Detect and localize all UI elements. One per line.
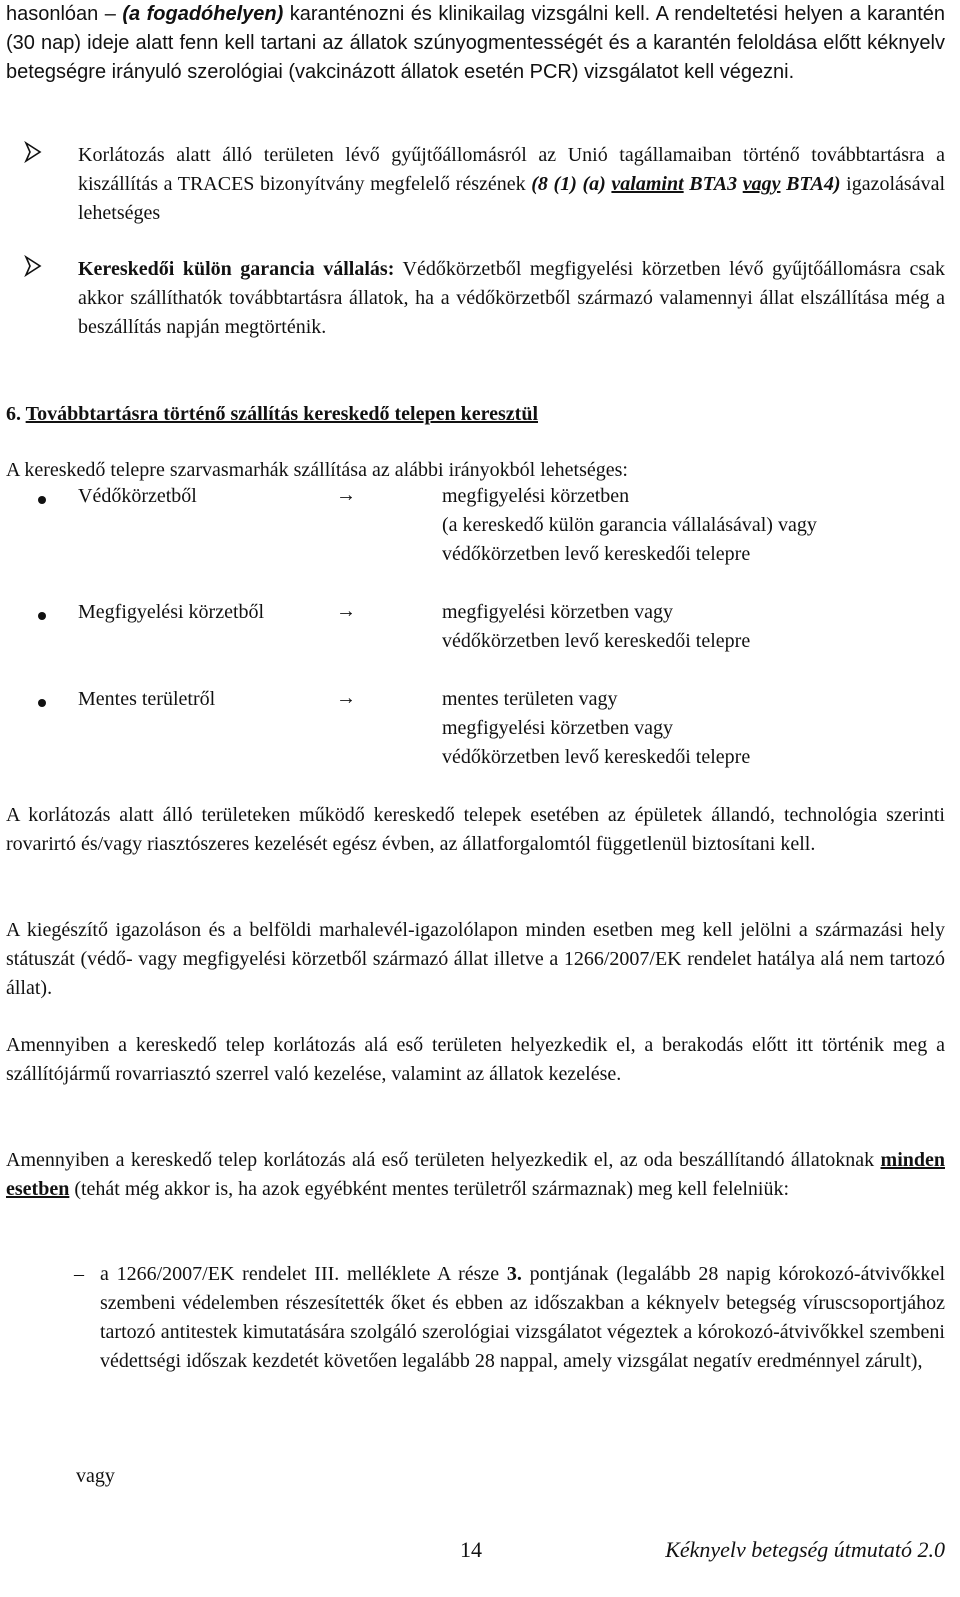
paragraph-insect-control (6, 801, 945, 859)
bullet1-emphasis-1: (8 (1) (a) (531, 173, 606, 195)
route-to-line: védőkörzetben levő kereskedői telepre (442, 746, 751, 768)
route-to-line: (a kereskedő külön garancia vállalásával) vagy (442, 514, 817, 536)
bullet2-bold-label: Kereskedői külön garancia vállalás: (78, 258, 395, 280)
route-to-line: védőkörzetben levő kereskedői telepre (442, 543, 751, 565)
bullet1-emphasis-2: valamint (611, 173, 684, 195)
route-from: Védőkörzetből (78, 485, 197, 507)
bullet-dot-icon (38, 496, 46, 504)
route-continuation (6, 630, 945, 659)
bullet1-emphasis-5: BTA4) (780, 173, 841, 195)
intro-rest: helyen a karantén (30 nap) ideje alatt fenn kell tartani az állatok szúnyogmentességét és a karantén feloldása előtt kéknyelv betegségre irányuló szerológiai (vakcinázott állatok esetén PCR) vizsgálatot kell végezni. (6, 3, 945, 83)
route-continuation (6, 514, 945, 543)
dash-item-text-pre: a 1266/2007/EK rendelet III. melléklete A része (100, 1263, 507, 1285)
bullet1-emphasis-4: vagy (742, 173, 781, 195)
right-arrow-icon: → (336, 600, 356, 622)
route-to-line: mentes területen vagy (442, 688, 618, 710)
paragraph-text-pre: Amennyiben a kereskedő telep korlátozás alá eső területen helyezkedik el, az oda beszállítandó állatoknak (6, 1149, 881, 1171)
route-continuation (6, 717, 945, 746)
routes-intro (6, 456, 945, 485)
bullet1-text-pre: Korlátozás alatt álló területen lévő gyűjtőállomásról az Unió tagállamaiban történő továbbtartásra a kiszállítás a TRACES bizonyítvány megfelelő részének (78, 144, 945, 195)
right-arrow-icon: → (336, 687, 356, 709)
page-number: 14 (460, 1537, 482, 1562)
route-to-line: megfigyelési körzetben (442, 485, 630, 507)
route-from: Mentes területről (78, 688, 216, 710)
arrowhead-bullet-icon (24, 255, 42, 277)
or-label (76, 1462, 945, 1491)
paragraph-requirements (6, 1146, 945, 1204)
paragraph-emphasis: minden esetben (6, 1149, 945, 1200)
section-number: 6. (6, 403, 21, 425)
paragraph-text-post: (tehát még akkor is, ha azok egyébként mentes területről származnak) meg kell felelniük: (69, 1178, 790, 1200)
section-heading (6, 400, 945, 429)
intro-line1-post: karanténozni és klinikailag vizsgálni kell. A rendeltetési (283, 3, 778, 25)
route-item (6, 485, 945, 514)
paragraph-certificate (6, 916, 945, 1003)
intro-paragraph (6, 0, 945, 87)
routes-intro-text: A kereskedő telepre szarvasmarhák szállítása az alábbi irányokból lehetséges: (6, 459, 628, 481)
arrow-bullet-traces (6, 141, 945, 228)
route-from: Megfigyelési körzetből (78, 601, 265, 623)
dash-list-item (6, 1260, 945, 1432)
footer-title: Kéknyelv betegség útmutató 2.0 (665, 1537, 945, 1562)
route-continuation (6, 543, 945, 572)
dash-item-text-post: pontjának (legalább 28 napig kórokozó-átvivőkkel szembeni védelemben részesítették őket és ebben az időszakban a kéknyelv betegség víruscsoportjához tartozó antitestek kimutatására szolgáló szerológiai vizsgálatot végeztek a kórokozó-átvivőkkel szembeni védettségi időszak kezdetét követően legalább 28 nappal, amely vizsgálat negatív eredménnyel zárult), (100, 1263, 945, 1372)
arrowhead-bullet-icon (24, 141, 42, 163)
bullet-dot-icon (38, 612, 46, 620)
bullet1-emphasis-3: BTA3 (683, 173, 743, 195)
dash-bullet-icon: – (74, 1263, 84, 1285)
intro-line1-pre: hasonlóan – (6, 3, 123, 25)
arrow-bullet-guarantee (6, 255, 945, 342)
paragraph-text: A korlátozás alatt álló területeken működő kereskedő telepek esetében az épületek állandó, technológia szerinti rovarirtó és/vagy riasztószeres kezelését egész évben, az állatforgalomtól függetlenül biztosítani kell. (6, 804, 945, 855)
paragraph-text: Amennyiben a kereskedő telep korlátozás alá eső területen helyezkedik el, a berakodás előtt itt történik meg a szállítójármű rovarriasztó szerrel való kezelése, valamint az állatok kezelése. (6, 1034, 945, 1085)
dash-item-bold: 3. (506, 1263, 522, 1285)
or-text: vagy (76, 1465, 115, 1487)
bullet-dot-icon (38, 699, 46, 707)
route-to-line: megfigyelési körzetben vagy (442, 601, 674, 623)
route-continuation (6, 746, 945, 775)
route-to-line: megfigyelési körzetben vagy (442, 717, 674, 739)
bullet1-text-post: igazolásával lehetséges (78, 173, 946, 224)
intro-line1-emphasis: (a fogadóhelyen) (122, 3, 284, 25)
section-title: Továbbtartásra történő szállítás kereskedő telepen keresztül (25, 403, 539, 425)
route-item (6, 601, 945, 630)
right-arrow-icon: → (336, 484, 356, 506)
route-to-line: védőkörzetben levő kereskedői telepre (442, 630, 751, 652)
paragraph-loading (6, 1031, 945, 1089)
paragraph-text: A kiegészítő igazoláson és a belföldi marhalevél-igazolólapon minden esetben meg kell jelölni a származási hely státuszát (védő- vagy megfigyelési körzetből származó állat illetve a 1266/2007/EK rendelet hatálya alá nem tartozó állat). (6, 919, 945, 999)
route-item (6, 688, 945, 717)
bullet2-text: Védőkörzetből megfigyelési körzetben lévő gyűjtőállomásra csak akkor szállíthatók továbbtartásra állatok, ha a védőkörzetből származó valamennyi állat elszállítása még a beszállítás napján megtörténik. (78, 258, 945, 338)
